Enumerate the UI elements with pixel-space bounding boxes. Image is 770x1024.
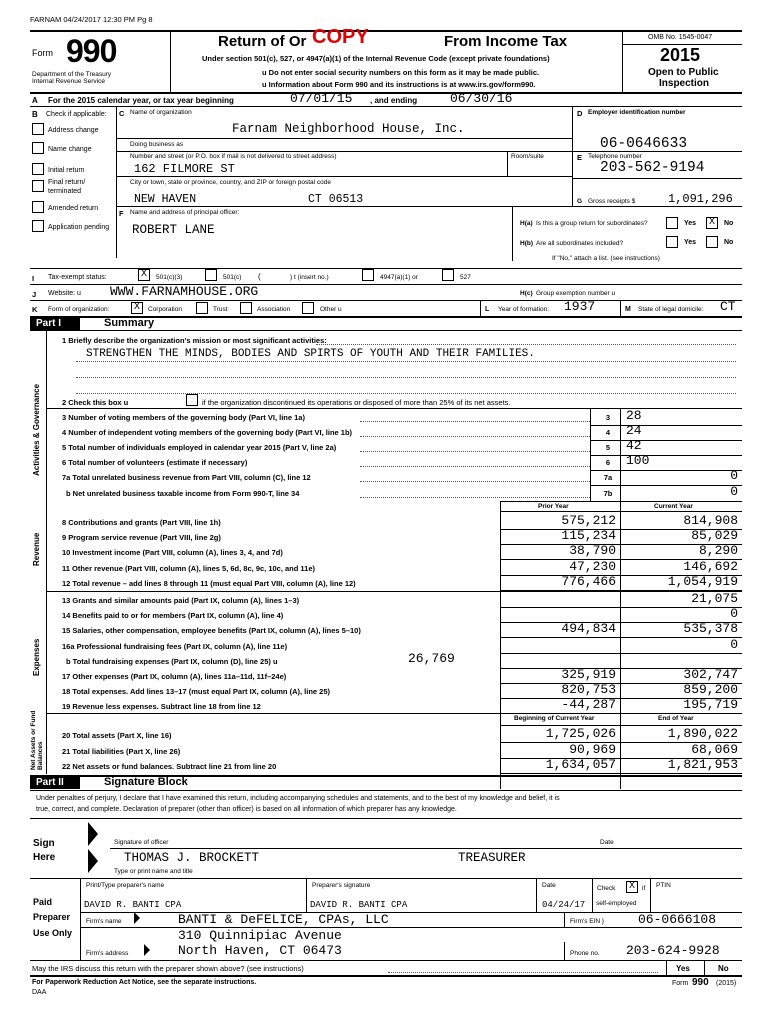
prior-year-header: Prior Year (538, 503, 569, 510)
revenue-line-text: 12 Total revenue – add lines 8 through 11 (must equal Part VIII, column (A), line 12) (62, 578, 356, 588)
gov-line-number: 7a (603, 473, 613, 482)
part1-badge: Part I (30, 317, 80, 330)
tax-exempt-title: Tax-exempt status: (48, 274, 107, 281)
beginning-year-header: Beginning of Current Year (514, 715, 595, 722)
expense-current-value: 21,075 (691, 591, 738, 606)
open-inspection: Inspection (659, 78, 710, 89)
sign-label: Sign (33, 838, 55, 849)
here-label: Here (33, 852, 56, 863)
website-title: Website: u (48, 290, 81, 297)
self-employed-checkbox[interactable]: X (626, 881, 638, 893)
revenue-current-value: 85,029 (691, 528, 738, 544)
end-year-header: End of Year (658, 715, 694, 722)
revenue-prior-value: 776,466 (561, 573, 616, 589)
amended-return-label: Amended return (48, 205, 99, 212)
section-m-label: M (625, 306, 631, 313)
side-governance: Activities & Governance (32, 383, 41, 476)
association-checkbox[interactable] (240, 302, 252, 314)
gov-line-text: 4 Number of independent voting members of the governing body (Part VI, line 1b) (62, 428, 353, 437)
side-revenue: Revenue (32, 532, 41, 566)
gov-line-number: 4 (605, 428, 611, 437)
sign-arrow-1-icon (88, 822, 98, 846)
gov-line-value: 24 (626, 423, 642, 438)
part2-badge: Part II (30, 776, 80, 789)
gov-line-value: 0 (730, 468, 738, 483)
perjury-line2: true, correct, and complete. Declaration of preparer (other than officer) is based on all information of which preparer has any knowledge. (36, 806, 457, 813)
org-name: Farnam Neighborhood House, Inc. (232, 122, 465, 136)
501c-label: 501(c) (223, 274, 242, 281)
revenue-line-text: 11 Other revenue (Part VIII, column (A), lines 5, 6d, 8c, 9c, 10c, and 11e) (62, 563, 316, 573)
expense-line-text: 19 Revenue less expenses. Subtract line 18 from line 12 (62, 702, 261, 712)
address-change-label: Address change (48, 127, 99, 134)
check-label: Check (597, 885, 616, 892)
501c-paren: ( (258, 272, 261, 281)
revenue-prior-value: 575,212 (561, 513, 616, 528)
address-change-checkbox[interactable] (32, 123, 44, 135)
fundraising-16b-value: 26,769 (408, 651, 455, 666)
firm-name-label: Firm's name (86, 918, 122, 925)
officer-title: TREASURER (458, 851, 526, 865)
section-k-label: K (32, 305, 38, 314)
officer-name: THOMAS J. BROCKETT (124, 851, 260, 865)
expense-prior-value: 820,753 (561, 682, 616, 698)
line-a-label: A (32, 96, 38, 105)
501c-checkbox[interactable] (205, 269, 217, 281)
current-year-header: Current Year (654, 503, 693, 510)
prep-name-label: Print/Type preparer's name (86, 882, 165, 889)
gov-line-text: 5 Total number of individuals employed in calendar year 2015 (Part V, line 2a) (62, 443, 337, 452)
section-c-label: C (119, 109, 125, 118)
corporation-label: Corporation (148, 306, 182, 313)
gov-line-value: 0 (730, 484, 738, 499)
section-f-label: F (119, 209, 124, 218)
type-name-label: Type or print name and title (114, 868, 193, 875)
net-assets-prior-value: 1,634,057 (545, 757, 616, 772)
mission-text: STRENGTHEN THE MINDS, BODIES AND SPIRTS OF YOUTH AND THEIR FAMILIES. (86, 348, 535, 360)
expense-line-text: 17 Other expenses (Part IX, column (A), lines 11a–11d, 11f–24e) (62, 672, 287, 681)
4947-checkbox[interactable] (362, 269, 374, 281)
domicile-title: State of legal domicile: (638, 306, 704, 313)
form-number: 990 (66, 33, 117, 69)
side-expenses: Expenses (32, 638, 41, 676)
revenue-prior-value: 47,230 (569, 558, 616, 574)
line-a-text: For the 2015 calendar year, or tax year beginning (48, 96, 234, 105)
daa-label: DAA (32, 989, 47, 996)
dba-label: Doing business as (130, 141, 184, 148)
part1-title: Summary (104, 317, 155, 329)
gov-line-value: 42 (626, 438, 642, 453)
firm-address-label: Firm's address (86, 950, 129, 957)
net-assets-prior-value: 90,969 (569, 741, 616, 757)
discuss-no[interactable]: No (718, 964, 729, 973)
net-assets-current-value: 1,890,022 (667, 726, 738, 741)
prep-signature: DAVID R. BANTI CPA (310, 900, 408, 910)
principal-officer: ROBERT LANE (132, 223, 215, 237)
if-label: if (642, 885, 646, 892)
sign-arrow-2-icon (88, 849, 98, 873)
ha-label: H(a) (520, 220, 533, 227)
telephone-value: 203-562-9194 (600, 160, 705, 176)
revenue-current-value: 8,290 (698, 543, 738, 559)
net-assets-current-value: 68,069 (691, 741, 738, 757)
expense-prior-value: 494,834 (561, 621, 616, 637)
street-label: Number and street (or P.O. box if mail is not delivered to street address) (130, 153, 337, 160)
expense-line-text: 16a Professional fundraising fees (Part IX, column (A), line 11e) (62, 641, 288, 651)
irs-label: Internal Revenue Service (32, 78, 105, 85)
firm-address-arrow-icon (144, 944, 150, 956)
and-ending: , and ending (370, 96, 418, 105)
corporation-checkbox[interactable]: X (131, 302, 143, 314)
gov-line-text: b Net unrelated business taxable income from Form 990-T, line 34 (66, 489, 300, 498)
application-pending-checkbox[interactable] (32, 220, 44, 232)
print-line: FARNAM 04/24/2017 12:30 PM Pg 8 (30, 15, 153, 24)
expense-current-value: 302,747 (683, 667, 738, 682)
expense-prior-value: 325,919 (561, 667, 616, 682)
domicile-value: CT (720, 299, 736, 314)
revenue-current-value: 146,692 (683, 558, 738, 574)
section-l-label: L (485, 306, 490, 313)
sig-date-label: Date (600, 839, 614, 846)
application-pending-label: Application pending (48, 224, 110, 231)
527-label: 527 (460, 274, 471, 281)
side-net-assets: Net Assets or Fund Balances (30, 710, 44, 770)
expense-current-value: 0 (730, 636, 738, 652)
dept-treasury: Department of the Treasury (32, 71, 112, 78)
line2-text-a: 2 Check this box u (62, 398, 129, 407)
open-public: Open to Public (648, 67, 719, 78)
firm-name-arrow-icon (134, 912, 140, 924)
self-employed-label: self-employed (596, 900, 637, 907)
phone-no-label: Phone no. (570, 950, 600, 957)
revenue-current-value: 814,908 (683, 513, 738, 528)
line2-checkbox[interactable] (186, 394, 198, 406)
hb-text: Are all subordinates included? (536, 240, 624, 247)
paperwork-notice: For Paperwork Reduction Act Notice, see the separate instructions. (32, 979, 257, 986)
hb-label: H(b) (520, 240, 533, 247)
tax-year-begin: 07/01/15 (290, 91, 353, 106)
revenue-line-text: 8 Contributions and grants (Part VIII, line 1h) (62, 518, 221, 527)
firm-phone: 203-624-9928 (626, 943, 720, 958)
501c3-label: 501(c)(3) (156, 274, 183, 281)
section-d-label: D (577, 109, 583, 118)
section-e-label: E (577, 153, 583, 162)
expense-current-value: 0 (730, 606, 738, 622)
gov-line-value: 100 (626, 453, 650, 468)
gov-line-text: 3 Number of voting members of the governing body (Part VI, line 1a) (62, 413, 305, 422)
revenue-prior-value: 115,234 (561, 528, 616, 544)
hc-label: H(c) (520, 290, 533, 297)
expense-line-text: 13 Grants and similar amounts paid (Part IX, column (A), lines 1–3) (62, 596, 300, 605)
state-zip: CT 06513 (308, 193, 364, 206)
preparer-label: Preparer (33, 912, 71, 922)
prep-sig-label: Preparer's signature (312, 882, 371, 889)
expense-current-value: 195,719 (683, 697, 738, 713)
expense-line-text: 18 Total expenses. Add lines 13–17 (must equal Part IX, column (A), line 25) (62, 687, 330, 697)
hb-yes-checkbox[interactable] (666, 236, 678, 248)
room-label: Room/suite (511, 153, 544, 160)
gross-receipts-value: 1,091,296 (668, 192, 733, 206)
501c-insert: ) t (insert no.) (290, 274, 329, 281)
form-org-title: Form of organization: (48, 306, 110, 313)
footer-form-number: 990 (692, 977, 709, 988)
hb-no-checkbox[interactable] (706, 236, 718, 248)
section-j-label: J (32, 290, 37, 299)
revenue-line-text: 10 Investment income (Part VIII, column (A), lines 3, 4, and 7d) (62, 548, 283, 558)
prep-name: DAVID R. BANTI CPA (84, 900, 182, 910)
hb-note: If "No," attach a list. (see instructions) (552, 255, 660, 262)
ptin-label: PTIN (656, 882, 671, 889)
association-label: Association (257, 306, 291, 313)
trust-checkbox[interactable] (196, 302, 208, 314)
net-assets-line-text: 20 Total assets (Part X, line 16) (62, 731, 172, 740)
gov-line-number: 3 (605, 413, 611, 422)
gov-line-text: 7a Total unrelated business revenue from Part VIII, column (C), line 12 (62, 473, 311, 482)
firm-name: BANTI & DeFELICE, CPAs, LLC (178, 912, 389, 927)
city-label: City or town, state or province, country, and ZIP or foreign postal code (130, 179, 331, 186)
ein-title: Employer identification number (588, 109, 686, 116)
copy-stamp: COPY (312, 26, 369, 48)
expense-current-value: 859,200 (683, 682, 738, 698)
paid-label: Paid (33, 897, 53, 907)
ha-yes-checkbox[interactable] (666, 217, 678, 229)
revenue-current-value: 1,054,919 (667, 573, 738, 589)
net-assets-line-text: 22 Net assets or fund balances. Subtract line 21 from line 20 (62, 762, 277, 771)
ha-yes-label: Yes (684, 220, 697, 227)
name-change-checkbox[interactable] (32, 142, 44, 154)
firm-ein: 06-0666108 (638, 912, 717, 927)
use-only-label: Use Only (33, 928, 73, 938)
amended-return-checkbox[interactable] (32, 201, 44, 213)
firm-ein-label: Firm's EIN } (570, 918, 605, 925)
initial-return-checkbox[interactable] (32, 163, 44, 175)
prep-date: 04/24/17 (542, 900, 586, 910)
initial-return-label: Initial return (48, 167, 85, 174)
firm-address-line1: 310 Quinnipiac Avenue (178, 928, 342, 943)
street-address: 162 FILMORE ST (134, 162, 235, 176)
form-label: Form (32, 48, 53, 58)
notice-ssn: u Do not enter social security numbers on this form as it may be made public. (262, 68, 540, 77)
ha-text: Is this a group return for subordinates? (536, 220, 648, 227)
hb-yes-label: Yes (684, 239, 697, 246)
expense-line-text: 15 Salaries, other compensation, employee benefits (Part IX, column (A), lines 5–10) (62, 626, 361, 636)
final-return-label: Final return/ terminated (48, 179, 86, 195)
section-g-label: G (577, 198, 583, 205)
revenue-prior-value: 38,790 (569, 543, 616, 559)
gross-receipts-title: Gross receipts $ (588, 198, 636, 205)
sig-officer-label: Signature of officer (114, 839, 169, 846)
ha-no-checkbox[interactable]: X (706, 217, 718, 229)
principal-officer-title: Name and address of principal officer: (130, 209, 240, 216)
footer-form-label: Form (672, 980, 689, 987)
discuss-yes[interactable]: Yes (676, 964, 690, 973)
net-assets-prior-value: 1,725,026 (545, 726, 616, 741)
section-i-label: I (32, 274, 35, 283)
net-assets-current-value: 1,821,953 (667, 757, 738, 772)
revenue-line-text: 9 Program service revenue (Part VIII, line 2g) (62, 533, 221, 543)
subtitle: Under section 501(c), 527, or 4947(a)(1) of the Internal Revenue Code (except private foundations) (202, 54, 550, 63)
gov-line-value: 28 (626, 408, 642, 423)
net-assets-line-text: 21 Total liabilities (Part X, line 26) (62, 746, 181, 756)
gov-line-number: 7b (603, 489, 613, 498)
ha-no-label: No (724, 220, 734, 227)
year-formation-value: 1937 (564, 299, 596, 314)
year-formation-title: Year of formation: (498, 306, 550, 313)
title-right: From Income Tax (444, 33, 568, 50)
line1-text: 1 Briefly describe the organization's mission or most significant activities: (62, 336, 327, 345)
expense-current-value: 535,378 (683, 621, 738, 637)
website-value: WWW.FARNAMHOUSE.ORG (110, 284, 259, 299)
name-change-label: Name change (48, 146, 92, 153)
tax-year: 2015 (660, 45, 701, 65)
ein-value: 06-0646633 (600, 136, 688, 152)
perjury-line1: Under penalties of perjury, I declare that I have examined this return, including accompanying schedules and statements, and to the best of my knowledge and belief, it is (36, 795, 560, 802)
other-org-checkbox[interactable] (302, 302, 314, 314)
expense-prior-value: -44,287 (561, 697, 616, 713)
tax-year-end: 06/30/16 (450, 91, 513, 106)
discuss-text: May the IRS discuss this return with the preparer shown above? (see instructions) (32, 964, 304, 973)
501c3-checkbox[interactable]: X (138, 269, 150, 281)
notice-info: u Information about Form 990 and its instructions is at www.irs.gov/form990. (262, 80, 536, 89)
omb-number: OMB No. 1545-0047 (648, 34, 713, 41)
line2-text-b: if the organization discontinued its operations or disposed of more than 25% of its net assets. (202, 398, 511, 407)
org-name-label: Name of organization (130, 109, 192, 116)
other-org-label: Other u (320, 306, 342, 313)
firm-address-line2: North Haven, CT 06473 (178, 943, 342, 958)
section-b-label: B (32, 110, 38, 119)
title-left: Return of Or (218, 33, 307, 50)
final-return-checkbox[interactable] (32, 180, 44, 192)
telephone-title: Telephone number (588, 153, 642, 160)
prep-date-label: Date (542, 882, 556, 889)
expense-line-text: b Total fundraising expenses (Part IX, column (D), line 25) u (66, 656, 278, 666)
gov-line-number: 5 (605, 443, 611, 452)
city: NEW HAVEN (134, 193, 197, 206)
trust-label: Trust (213, 306, 228, 313)
4947-label: 4947(a)(1) or (380, 274, 418, 281)
gov-line-text: 6 Total number of volunteers (estimate if necessary) (62, 458, 248, 467)
section-b-title: Check if applicable: (46, 111, 107, 118)
hc-text: Group exemption number u (536, 290, 616, 297)
527-checkbox[interactable] (442, 269, 454, 281)
hb-no-label: No (724, 239, 734, 246)
expense-line-text: 14 Benefits paid to or for members (Part IX, column (A), line 4) (62, 611, 284, 621)
part2-title: Signature Block (104, 776, 188, 788)
gov-line-number: 6 (605, 458, 611, 467)
footer-form-year: (2015) (716, 980, 737, 987)
